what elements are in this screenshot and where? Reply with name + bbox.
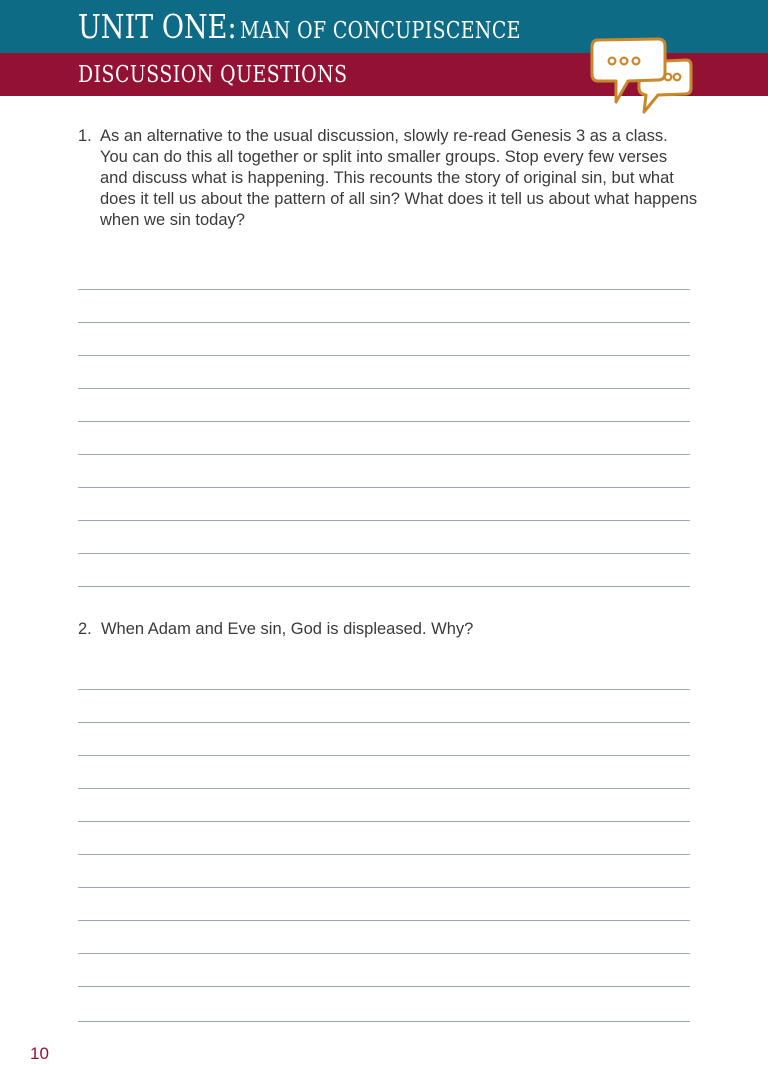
unit-subtitle: MAN OF CONCUPISCENCE [240,18,522,44]
question-text: As an alternative to the usual discussion, slowly re-read Genesis 3 as a class. You can do this all together or split into smaller groups. Stop every few verses and discuss what is happening. This recounts the story of original sin, but what does it tell us about the pattern of all sin? What does it tell us about what happens when we sin today? [100,127,698,229]
answer-line[interactable] [78,355,690,356]
answer-line[interactable] [78,854,690,855]
answer-line[interactable] [78,722,690,723]
speech-bubbles-icon [588,36,696,118]
answer-line[interactable] [78,953,690,954]
answer-line[interactable] [78,986,690,987]
answer-line[interactable] [78,322,690,323]
answer-line[interactable] [78,586,690,587]
question-2 [78,619,698,640]
answer-line[interactable] [78,821,690,822]
answer-line[interactable] [78,788,690,789]
answer-line[interactable] [78,1021,690,1022]
question-number: 2. [78,620,92,638]
answer-line[interactable] [78,454,690,455]
question-text: When Adam and Eve sin, God is displeased. Why? [100,620,474,638]
answer-line[interactable] [78,487,690,488]
question-number: 1. [78,127,92,145]
answer-line[interactable] [78,520,690,521]
answer-line[interactable] [78,755,690,756]
unit-label: UNIT ONE: [78,7,237,46]
section-title: DISCUSSION QUESTIONS [78,62,348,88]
answer-line[interactable] [78,388,690,389]
answer-line[interactable] [78,689,690,690]
page-number: 10 [30,1044,49,1063]
answer-line[interactable] [78,553,690,554]
answer-line[interactable] [78,920,690,921]
unit-title [78,4,583,50]
question-1 [78,126,698,231]
answer-line[interactable] [78,887,690,888]
answer-line[interactable] [78,289,690,290]
answer-line[interactable] [78,421,690,422]
